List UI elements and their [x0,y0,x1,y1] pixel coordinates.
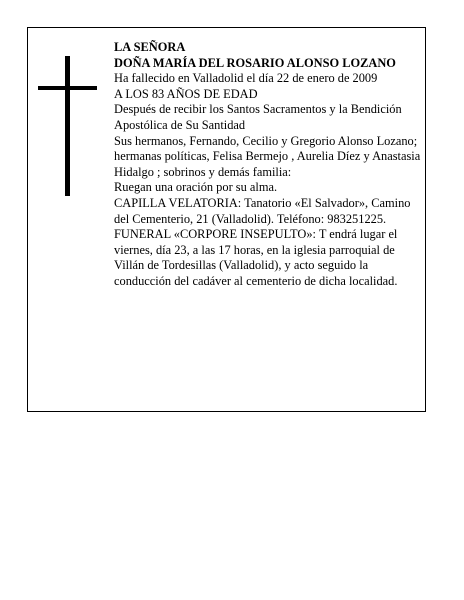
chapel-info: CAPILLA VELATORIA: Tanatorio «El Salvador», Camino del Cementerio, 21 (Valladolid). Teléfono: 983251225. [114,195,411,226]
family-list: Sus hermanos, Fernando, Cecilio y Gregorio Alonso Lozano; hermanas políticas, Felisa Bermejo , Aurelia Díez y Anastasia Hidalgo ; sobrinos y demás familia: [114,133,421,179]
prayer-request: Ruegan una oración por su alma. [114,180,278,195]
notice-title: LA SEÑORA [114,40,186,54]
death-announcement: Ha fallecido en Valladolid el día 22 de enero de 2009 [114,71,378,86]
latin-cross-icon [38,56,97,196]
cross-vertical-bar [65,56,70,196]
cross-horizontal-bar [38,86,97,90]
deceased-name: DOÑA MARÍA DEL ROSARIO ALONSO LOZANO [114,55,396,70]
age-line: A LOS 83 AÑOS DE EDAD [114,86,258,101]
funeral-info: FUNERAL «CORPORE INSEPULTO»: T endrá lugar el viernes, día 23, a las 17 horas, en la iglesia parroquial de Villán de Tordesillas (Valladolid), y acto seguido la conducción del cadáver al cementerio de dicha localidad. [114,227,398,288]
obituary-text-block [114,40,426,290]
sacraments-line: Después de recibir los Santos Sacramentos y la Bendición Apostólica de Su Santidad [114,102,402,132]
